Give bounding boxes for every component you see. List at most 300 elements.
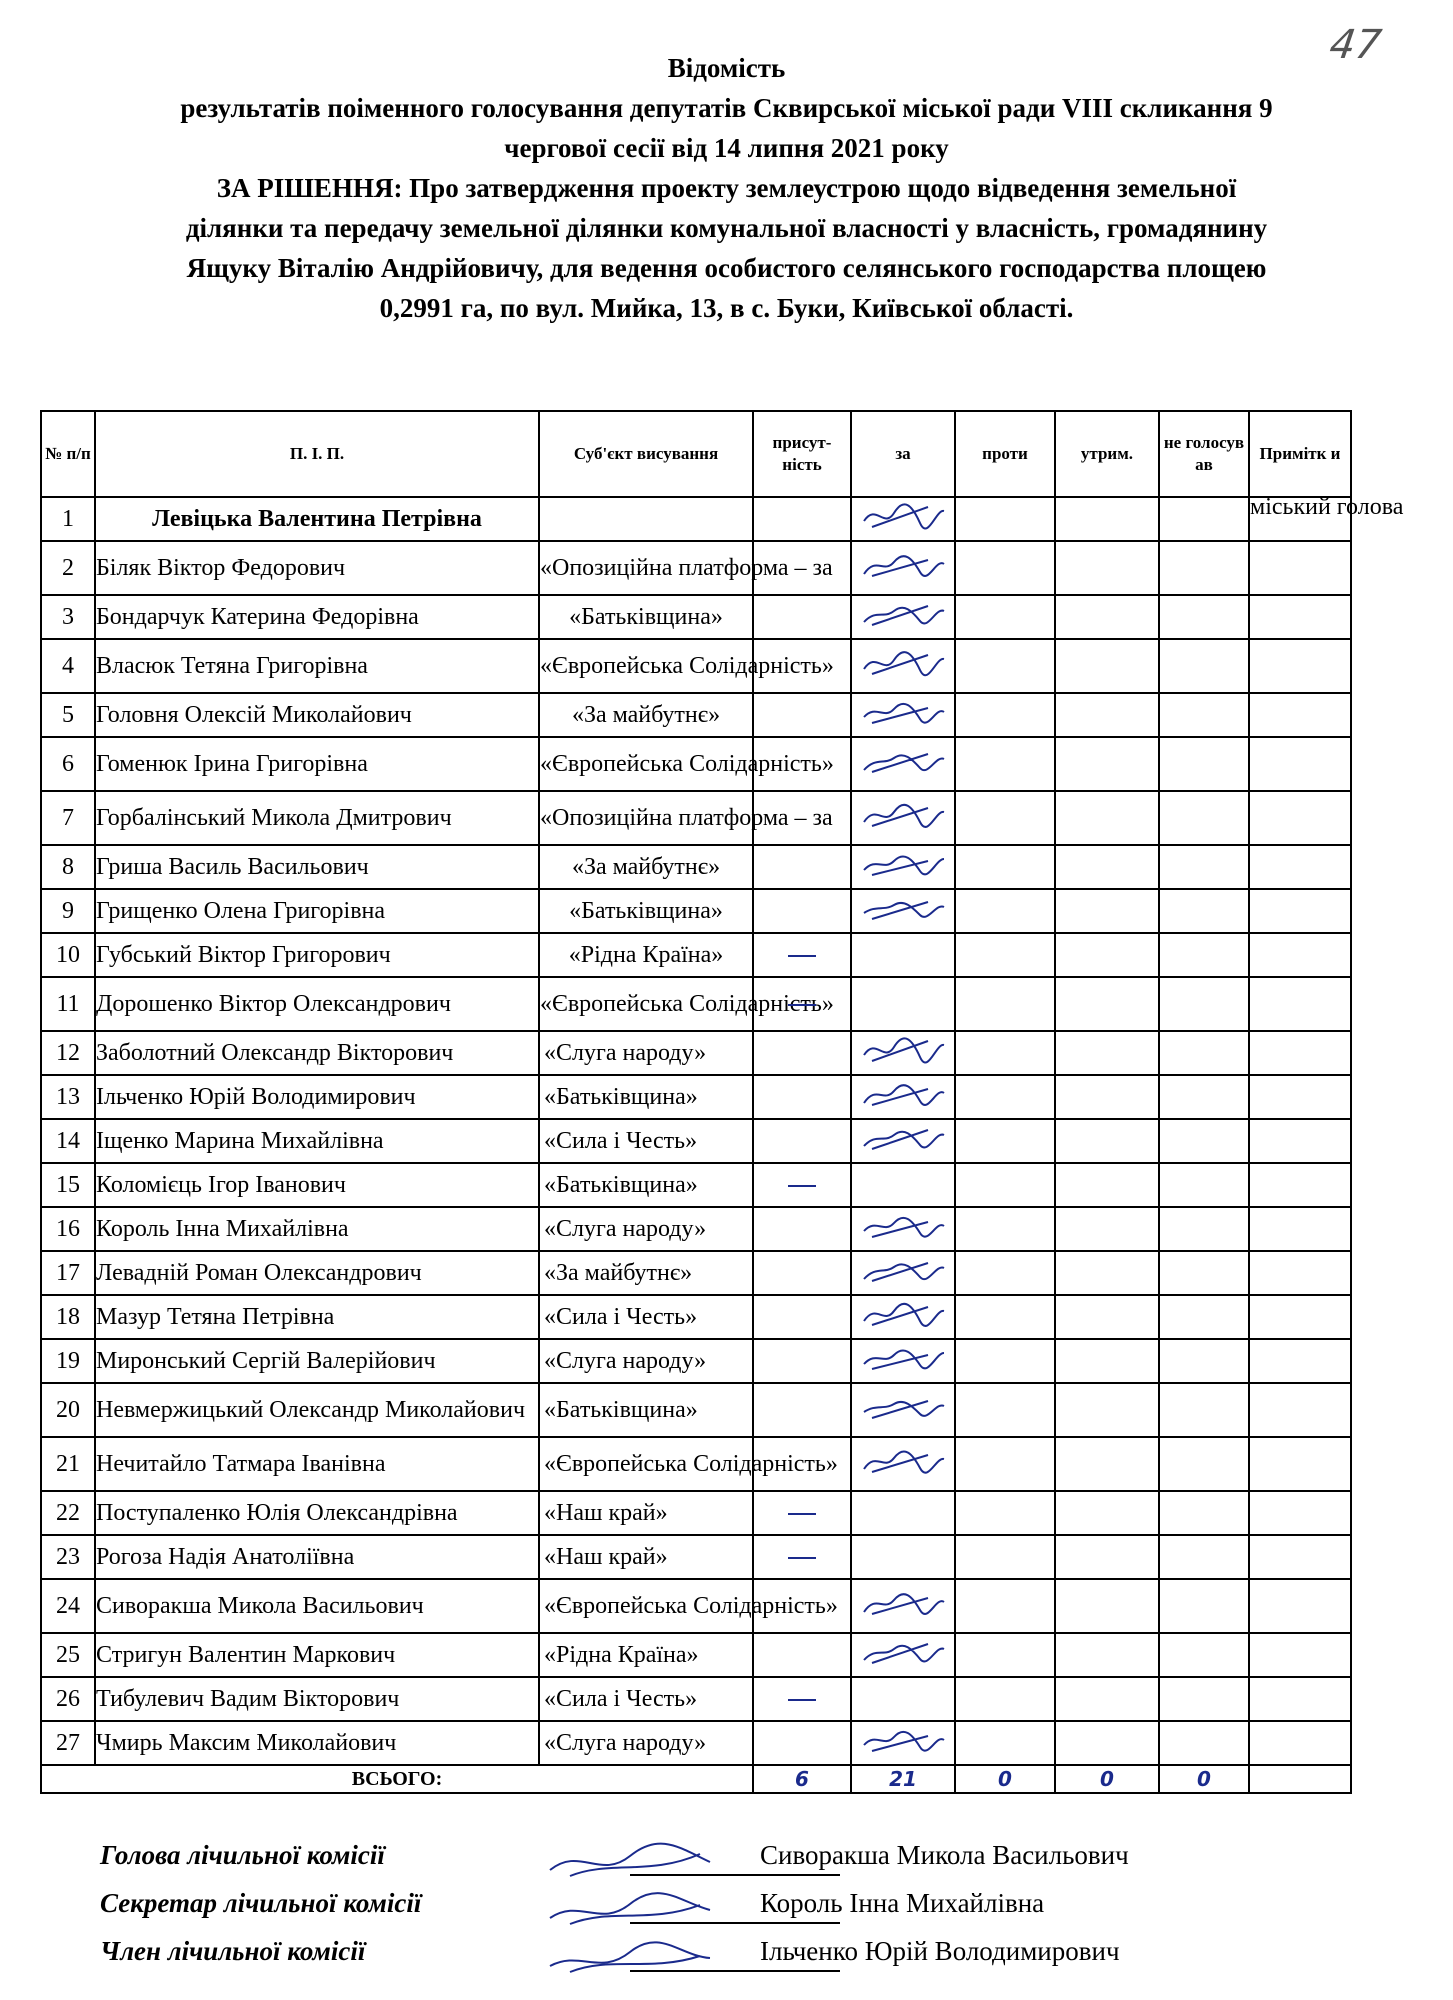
- vote-for-cell: [851, 1633, 955, 1677]
- vote-abstain-cell: [1055, 1031, 1159, 1075]
- deputy-name: Горбалінський Микола Дмитрович: [95, 791, 539, 845]
- note-cell: [1249, 791, 1351, 845]
- presence-cell: [753, 1031, 851, 1075]
- nominating-party: «Батьківщина»: [539, 889, 753, 933]
- table-row: [41, 1251, 1351, 1295]
- not-voted-cell: [1159, 791, 1249, 845]
- row-number: 23: [41, 1535, 95, 1579]
- not-voted-cell: [1159, 1491, 1249, 1535]
- table-row: [41, 1633, 1351, 1677]
- vote-against-cell: [955, 541, 1055, 595]
- handwritten-signature: [858, 1033, 948, 1067]
- col-party-header: Суб'єкт висування: [539, 411, 753, 497]
- note-cell: [1249, 1163, 1351, 1207]
- vote-for-cell: [851, 1119, 955, 1163]
- deputy-name: Мазур Тетяна Петрівна: [95, 1295, 539, 1339]
- row-number: 25: [41, 1633, 95, 1677]
- presence-cell: [753, 1535, 851, 1579]
- nominating-party: «Рідна Країна»: [539, 1633, 753, 1677]
- total-against: 0: [955, 1765, 1055, 1793]
- vote-against-cell: [955, 1251, 1055, 1295]
- nominating-party: «Батьківщина»: [539, 1163, 753, 1207]
- handwritten-signature: [858, 646, 948, 680]
- not-voted-cell: [1159, 1633, 1249, 1677]
- row-number: 8: [41, 845, 95, 889]
- presence-cell: [753, 497, 851, 541]
- vote-against-cell: [955, 1163, 1055, 1207]
- note-cell: [1249, 1437, 1351, 1491]
- vote-against-cell: [955, 1075, 1055, 1119]
- presence-cell: [753, 1721, 851, 1765]
- nominating-party: «Слуга народу»: [539, 1207, 753, 1251]
- vote-abstain-cell: [1055, 1119, 1159, 1163]
- table-header-row: [41, 411, 1351, 497]
- table-row: [41, 889, 1351, 933]
- handwritten-signature: [540, 1936, 720, 1980]
- row-number: 18: [41, 1295, 95, 1339]
- row-number: 13: [41, 1075, 95, 1119]
- row-number: 3: [41, 595, 95, 639]
- note-cell: [1249, 1383, 1351, 1437]
- deputy-name: Біляк Віктор Федорович: [95, 541, 539, 595]
- table-row: [41, 541, 1351, 595]
- handwritten-signature: [858, 1723, 948, 1757]
- col-num-header: № п/п: [41, 411, 95, 497]
- table-row: [41, 933, 1351, 977]
- vote-abstain-cell: [1055, 977, 1159, 1031]
- vote-for-cell: [851, 497, 955, 541]
- vote-for-cell: [851, 1031, 955, 1075]
- table-row: [41, 1339, 1351, 1383]
- col-abstain-header: утрим.: [1055, 411, 1159, 497]
- handwritten-signature: [858, 1635, 948, 1669]
- row-number: 15: [41, 1163, 95, 1207]
- signer-role: Член лічильної комісії: [100, 1936, 366, 1966]
- note-cell: [1249, 1721, 1351, 1765]
- vote-abstain-cell: [1055, 845, 1159, 889]
- handwritten-signature: [858, 548, 948, 582]
- vote-against-cell: [955, 1579, 1055, 1633]
- signer-row: [100, 1840, 1350, 1888]
- presence-cell: [753, 1251, 851, 1295]
- handwritten-signature: [858, 847, 948, 881]
- not-voted-cell: [1159, 1031, 1249, 1075]
- vote-against-cell: [955, 1491, 1055, 1535]
- vote-against-cell: [955, 497, 1055, 541]
- nominating-party: [539, 497, 753, 541]
- not-voted-cell: [1159, 497, 1249, 541]
- not-voted-cell: [1159, 889, 1249, 933]
- vote-for-cell: [851, 1579, 955, 1633]
- col-presence-header: присут- ність: [753, 411, 851, 497]
- not-voted-cell: [1159, 933, 1249, 977]
- nominating-party: «Батьківщина»: [539, 595, 753, 639]
- handwritten-signature: [540, 1888, 720, 1932]
- vote-against-cell: [955, 933, 1055, 977]
- table-row: [41, 845, 1351, 889]
- vote-for-cell: [851, 1207, 955, 1251]
- not-voted-cell: [1159, 639, 1249, 693]
- presence-cell: [753, 889, 851, 933]
- vote-for-cell: [851, 693, 955, 737]
- vote-against-cell: [955, 977, 1055, 1031]
- vote-for-cell: [851, 889, 955, 933]
- nominating-party: «Батьківщина»: [539, 1383, 753, 1437]
- table-row: [41, 737, 1351, 791]
- not-voted-cell: [1159, 1075, 1249, 1119]
- col-for-header: за: [851, 411, 955, 497]
- presence-cell: [753, 845, 851, 889]
- not-voted-cell: [1159, 541, 1249, 595]
- vote-for-cell: [851, 1437, 955, 1491]
- nominating-party: «Слуга народу»: [539, 1721, 753, 1765]
- deputy-name: Заболотний Олександр Вікторович: [95, 1031, 539, 1075]
- vote-against-cell: [955, 1437, 1055, 1491]
- vote-for-cell: [851, 1251, 955, 1295]
- total-row: [41, 1765, 1351, 1793]
- table-row: [41, 693, 1351, 737]
- note-cell: [1249, 1491, 1351, 1535]
- heading-line: чергової сесії від 14 липня 2021 року: [504, 133, 949, 163]
- table-row: [41, 1031, 1351, 1075]
- nominating-party: «Європейська Солідарність»: [539, 1437, 753, 1491]
- row-number: 27: [41, 1721, 95, 1765]
- presence-cell: [753, 1207, 851, 1251]
- table-row: [41, 1075, 1351, 1119]
- vote-abstain-cell: [1055, 1339, 1159, 1383]
- vote-against-cell: [955, 1383, 1055, 1437]
- not-voted-cell: [1159, 737, 1249, 791]
- deputy-name: Коломієць Ігор Іванович: [95, 1163, 539, 1207]
- row-number: 6: [41, 737, 95, 791]
- presence-cell: [753, 1295, 851, 1339]
- vote-for-cell: [851, 845, 955, 889]
- signer-name: Сиворакша Микола Васильович: [760, 1840, 1129, 1870]
- note-cell: [1249, 889, 1351, 933]
- vote-for-cell: [851, 1535, 955, 1579]
- deputy-name: Чмирь Максим Миколайович: [95, 1721, 539, 1765]
- nominating-party: «Батьківщина»: [539, 1075, 753, 1119]
- presence-cell: [753, 1491, 851, 1535]
- vote-against-cell: [955, 1721, 1055, 1765]
- vote-for-cell: [851, 977, 955, 1031]
- deputy-name: Поступаленко Юлія Олександрівна: [95, 1491, 539, 1535]
- vote-abstain-cell: [1055, 1677, 1159, 1721]
- handwritten-signature: [858, 1121, 948, 1155]
- table-row: [41, 497, 1351, 541]
- vote-abstain-cell: [1055, 639, 1159, 693]
- handwritten-signature: [858, 1444, 948, 1478]
- row-number: 1: [41, 497, 95, 541]
- handwritten-signature: [858, 597, 948, 631]
- note-cell: [1249, 1579, 1351, 1633]
- row-number: 10: [41, 933, 95, 977]
- vote-for-cell: [851, 1383, 955, 1437]
- vote-for-cell: [851, 1163, 955, 1207]
- vote-abstain-cell: [1055, 737, 1159, 791]
- heading-line: 0,2991 га, по вул. Мийка, 13, в с. Буки, Київської області.: [379, 293, 1074, 323]
- not-voted-cell: [1159, 693, 1249, 737]
- table-row: [41, 1721, 1351, 1765]
- absent-dash-mark: [788, 1699, 816, 1701]
- handwritten-signature: [858, 1390, 948, 1424]
- row-number: 7: [41, 791, 95, 845]
- note-cell: [1249, 1677, 1351, 1721]
- note-cell: [1249, 1251, 1351, 1295]
- page-number: 47: [1326, 22, 1385, 68]
- vote-table: [40, 410, 1404, 1794]
- note-cell: [1249, 595, 1351, 639]
- note-cell: [1249, 737, 1351, 791]
- nominating-party: «Європейська Солідарність»: [539, 737, 753, 791]
- nominating-party: «За майбутнє»: [539, 845, 753, 889]
- vote-abstain-cell: [1055, 1721, 1159, 1765]
- signer-role: Секретар лічильної комісії: [100, 1888, 422, 1918]
- absent-dash-mark: [788, 1185, 816, 1187]
- deputy-name: Нечитайло Татмара Іванівна: [95, 1437, 539, 1491]
- deputy-name: Гоменюк Ірина Григорівна: [95, 737, 539, 791]
- document-heading: [40, 48, 1413, 328]
- deputy-name: Гриша Василь Васильович: [95, 845, 539, 889]
- signer-row: [100, 1936, 1350, 1984]
- table-row: [41, 1677, 1351, 1721]
- deputy-name: Сиворакша Микола Васильович: [95, 1579, 539, 1633]
- vote-abstain-cell: [1055, 497, 1159, 541]
- presence-cell: [753, 693, 851, 737]
- vote-abstain-cell: [1055, 1579, 1159, 1633]
- vote-abstain-cell: [1055, 595, 1159, 639]
- handwritten-signature: [858, 1209, 948, 1243]
- not-voted-cell: [1159, 1535, 1249, 1579]
- vote-against-cell: [955, 1119, 1055, 1163]
- table-row: [41, 1535, 1351, 1579]
- total-label: ВСЬОГО:: [41, 1765, 753, 1793]
- note-cell: [1249, 1207, 1351, 1251]
- not-voted-cell: [1159, 1295, 1249, 1339]
- nominating-party: «Європейська Солідарність»: [539, 639, 753, 693]
- presence-cell: [753, 1163, 851, 1207]
- presence-cell: [753, 595, 851, 639]
- row-number: 17: [41, 1251, 95, 1295]
- deputy-name: Іщенко Марина Михайлівна: [95, 1119, 539, 1163]
- vote-against-cell: [955, 1207, 1055, 1251]
- handwritten-signature: [858, 1297, 948, 1331]
- vote-for-cell: [851, 791, 955, 845]
- absent-dash-mark: [788, 1557, 816, 1559]
- handwritten-signature: [858, 798, 948, 832]
- note-cell: [1249, 845, 1351, 889]
- vote-for-cell: [851, 933, 955, 977]
- vote-abstain-cell: [1055, 1163, 1159, 1207]
- vote-abstain-cell: [1055, 541, 1159, 595]
- note-cell: [1249, 541, 1351, 595]
- row-number: 11: [41, 977, 95, 1031]
- presence-cell: [753, 1075, 851, 1119]
- table-row: [41, 1383, 1351, 1437]
- heading-line: ЗА РІШЕННЯ: Про затвердження проекту землеустрою щодо відведення земельної: [216, 173, 1237, 203]
- note-cell: [1249, 977, 1351, 1031]
- not-voted-cell: [1159, 1383, 1249, 1437]
- col-name-header: П. І. П.: [95, 411, 539, 497]
- not-voted-cell: [1159, 1677, 1249, 1721]
- table-row: [41, 1491, 1351, 1535]
- nominating-party: «Сила і Честь»: [539, 1295, 753, 1339]
- not-voted-cell: [1159, 1339, 1249, 1383]
- nominating-party: «Наш край»: [539, 1535, 753, 1579]
- vote-abstain-cell: [1055, 693, 1159, 737]
- not-voted-cell: [1159, 1207, 1249, 1251]
- table-row: [41, 1119, 1351, 1163]
- deputy-name: Ільченко Юрій Володимирович: [95, 1075, 539, 1119]
- deputy-name: Грищенко Олена Григорівна: [95, 889, 539, 933]
- vote-abstain-cell: [1055, 1633, 1159, 1677]
- not-voted-cell: [1159, 1437, 1249, 1491]
- presence-cell: [753, 1339, 851, 1383]
- row-number: 14: [41, 1119, 95, 1163]
- vote-abstain-cell: [1055, 1491, 1159, 1535]
- total-note: [1249, 1765, 1351, 1793]
- not-voted-cell: [1159, 1721, 1249, 1765]
- presence-cell: [753, 1383, 851, 1437]
- signer-name: Ільченко Юрій Володимирович: [760, 1936, 1120, 1966]
- vote-against-cell: [955, 1031, 1055, 1075]
- note-cell: [1249, 933, 1351, 977]
- row-number: 4: [41, 639, 95, 693]
- total-presence: 6: [753, 1765, 851, 1793]
- note-cell: [1249, 639, 1351, 693]
- note-cell: [1249, 1339, 1351, 1383]
- not-voted-cell: [1159, 977, 1249, 1031]
- nominating-party: «Рідна Країна»: [539, 933, 753, 977]
- vote-for-cell: [851, 737, 955, 791]
- vote-abstain-cell: [1055, 1383, 1159, 1437]
- vote-abstain-cell: [1055, 933, 1159, 977]
- deputy-name: Дорошенко Віктор Олександрович: [95, 977, 539, 1031]
- table-row: [41, 977, 1351, 1031]
- vote-against-cell: [955, 845, 1055, 889]
- vote-against-cell: [955, 1535, 1055, 1579]
- row-number: 19: [41, 1339, 95, 1383]
- heading-line: результатів поіменного голосування депутатів Сквирської міської ради VIII скликання 9: [180, 93, 1273, 123]
- vote-abstain-cell: [1055, 791, 1159, 845]
- vote-for-cell: [851, 639, 955, 693]
- vote-for-cell: [851, 1295, 955, 1339]
- handwritten-signature: [858, 499, 948, 533]
- table-row: [41, 1163, 1351, 1207]
- not-voted-cell: [1159, 1251, 1249, 1295]
- handwritten-signature: [858, 1253, 948, 1287]
- presence-cell: [753, 933, 851, 977]
- vote-against-cell: [955, 639, 1055, 693]
- vote-against-cell: [955, 1633, 1055, 1677]
- vote-abstain-cell: [1055, 1251, 1159, 1295]
- deputy-name: Тибулевич Вадим Вікторович: [95, 1677, 539, 1721]
- col-against-header: проти: [955, 411, 1055, 497]
- presence-cell: [753, 1119, 851, 1163]
- row-number: 16: [41, 1207, 95, 1251]
- nominating-party: «Слуга народу»: [539, 1031, 753, 1075]
- row-number: 24: [41, 1579, 95, 1633]
- signer-role: Голова лічильної комісії: [100, 1840, 385, 1870]
- row-number: 22: [41, 1491, 95, 1535]
- nominating-party: «Сила і Честь»: [539, 1677, 753, 1721]
- table-row: [41, 1207, 1351, 1251]
- vote-against-cell: [955, 595, 1055, 639]
- vote-against-cell: [955, 1677, 1055, 1721]
- note-cell: міський голова: [1249, 497, 1351, 541]
- handwritten-signature: [858, 744, 948, 778]
- signer-name: Король Інна Михайлівна: [760, 1888, 1045, 1918]
- heading-title: Відомість: [667, 53, 786, 83]
- row-number: 5: [41, 693, 95, 737]
- vote-for-cell: [851, 1677, 955, 1721]
- not-voted-cell: [1159, 1119, 1249, 1163]
- handwritten-signature: [540, 1840, 720, 1884]
- note-cell: [1249, 1119, 1351, 1163]
- deputy-name: Рогоза Надія Анатоліївна: [95, 1535, 539, 1579]
- nominating-party: «За майбутнє»: [539, 693, 753, 737]
- vote-against-cell: [955, 791, 1055, 845]
- total-abstain: 0: [1055, 1765, 1159, 1793]
- deputy-name: Миронський Сергій Валерійович: [95, 1339, 539, 1383]
- heading-line: ділянки та передачу земельної ділянки комунальної власності у власність, громадянину: [185, 213, 1268, 243]
- not-voted-cell: [1159, 1163, 1249, 1207]
- nominating-party: «Європейська Солідарність»: [539, 1579, 753, 1633]
- vote-rows: [41, 494, 1404, 1765]
- row-number: 2: [41, 541, 95, 595]
- nominating-party: «Опозиційна платформа – за: [539, 791, 753, 845]
- table-row: [41, 1295, 1351, 1339]
- vote-for-cell: [851, 541, 955, 595]
- table-row: [41, 1579, 1351, 1633]
- handwritten-signature: [858, 1586, 948, 1620]
- handwritten-signature: [858, 1077, 948, 1111]
- vote-abstain-cell: [1055, 889, 1159, 933]
- row-number: 9: [41, 889, 95, 933]
- heading-line: Ящуку Віталію Андрійовичу, для ведення особистого селянського господарства площею: [186, 253, 1267, 283]
- not-voted-cell: [1159, 1579, 1249, 1633]
- total-for: 21: [851, 1765, 955, 1793]
- counting-commission-signatures: [100, 1840, 1350, 1984]
- not-voted-cell: [1159, 845, 1249, 889]
- row-number: 20: [41, 1383, 95, 1437]
- deputy-name: Бондарчук Катерина Федорівна: [95, 595, 539, 639]
- nominating-party: «Опозиційна платформа – за: [539, 541, 753, 595]
- deputy-name: Король Інна Михайлівна: [95, 1207, 539, 1251]
- handwritten-signature: [858, 695, 948, 729]
- deputy-name: Головня Олексій Миколайович: [95, 693, 539, 737]
- vote-against-cell: [955, 1295, 1055, 1339]
- vote-for-cell: [851, 1339, 955, 1383]
- row-number: 12: [41, 1031, 95, 1075]
- table-row: [41, 595, 1351, 639]
- row-number: 21: [41, 1437, 95, 1491]
- handwritten-signature: [858, 1341, 948, 1375]
- deputy-name: Левадній Роман Олександрович: [95, 1251, 539, 1295]
- deputy-name: Невмержицький Олександр Миколайович: [95, 1383, 539, 1437]
- col-not-voted-header: не голосув ав: [1159, 411, 1249, 497]
- vote-against-cell: [955, 1339, 1055, 1383]
- deputy-name: Стригун Валентин Маркович: [95, 1633, 539, 1677]
- note-cell: [1249, 1633, 1351, 1677]
- nominating-party: «Сила і Честь»: [539, 1119, 753, 1163]
- vote-abstain-cell: [1055, 1295, 1159, 1339]
- note-cell: [1249, 693, 1351, 737]
- vote-abstain-cell: [1055, 1437, 1159, 1491]
- absent-dash-mark: [788, 1513, 816, 1515]
- nominating-party: «Європейська Солідарність»: [539, 977, 753, 1031]
- vote-abstain-cell: [1055, 1535, 1159, 1579]
